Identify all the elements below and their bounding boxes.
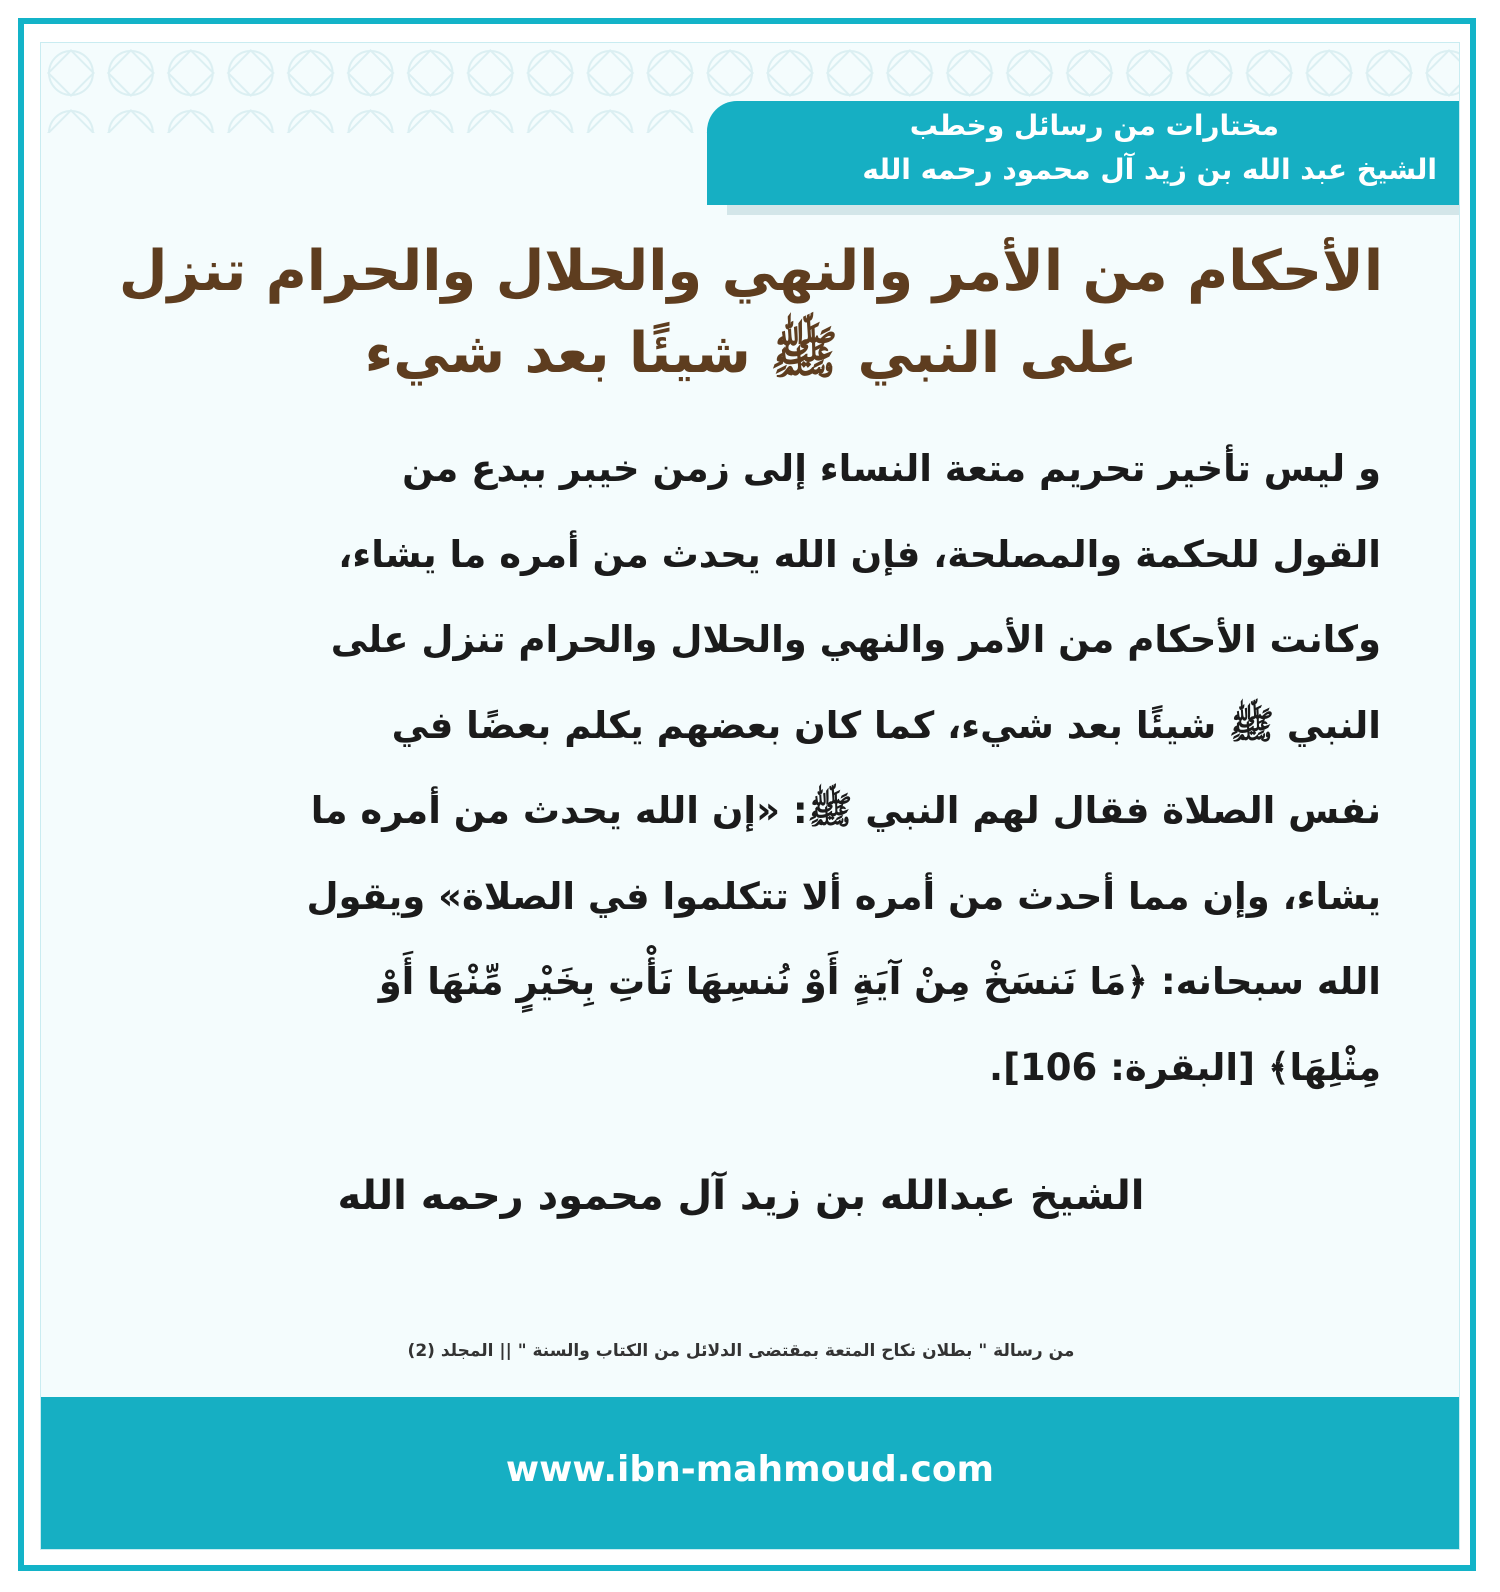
- content-card: [40, 42, 1460, 1550]
- series-title: مختارات من رسائل وخطب: [909, 109, 1279, 142]
- website-link[interactable]: www.ibn-mahmoud.com: [505, 1449, 995, 1490]
- body-line-6: يشاء، وإن مما أحدث من أمره ألا تتكلموا في الصلاة» ويقول: [306, 874, 1381, 918]
- source-reference: من رسالة " بطلان نكاح المتعة بمقتضى الدلائل من الكتاب والسنة " || المجلد (2): [407, 1341, 1075, 1361]
- body-line-1: و ليس تأخير تحريم متعة النساء إلى زمن خيبر ببدع من: [402, 447, 1381, 490]
- article-title-line-1: الأحكام من الأمر والنهي والحلال والحرام تنزل: [118, 239, 1384, 304]
- article-title-line-2: على النبي ﷺ شيئًا بعد شيء: [364, 321, 1138, 386]
- body-line-5: نفس الصلاة فقال لهم النبي ﷺ: «إن الله يحدث من أمره ما: [310, 789, 1381, 832]
- author-signature: الشيخ عبدالله بن زيد آل محمود رحمه الله: [337, 1173, 1145, 1219]
- header-banner: [707, 101, 1459, 205]
- body-line-4: النبي ﷺ شيئًا بعد شيء، كما كان بعضهم يكلم بعضًا في: [391, 703, 1381, 747]
- body-line-3: وكانت الأحكام من الأمر والنهي والحلال والحرام تنزل على: [330, 618, 1381, 661]
- body-line-2: القول للحكمة والمصلحة، فإن الله يحدث من أمره ما يشاء،: [338, 532, 1381, 576]
- article-body: [123, 426, 1381, 1110]
- header-sheikh-name: الشيخ عبد الله بن زيد آل محمود رحمه الله: [862, 153, 1437, 186]
- footer-bar: [41, 1397, 1459, 1549]
- body-line-8: مِثْلِهَا﴾ [البقرة: 106].: [989, 1045, 1381, 1089]
- body-line-7: الله سبحانه: ﴿مَا نَنسَخْ مِنْ آيَةٍ أَوْ نُنسِهَا نَأْتِ بِخَيْرٍ مِّنْهَا أَوْ: [378, 960, 1381, 1003]
